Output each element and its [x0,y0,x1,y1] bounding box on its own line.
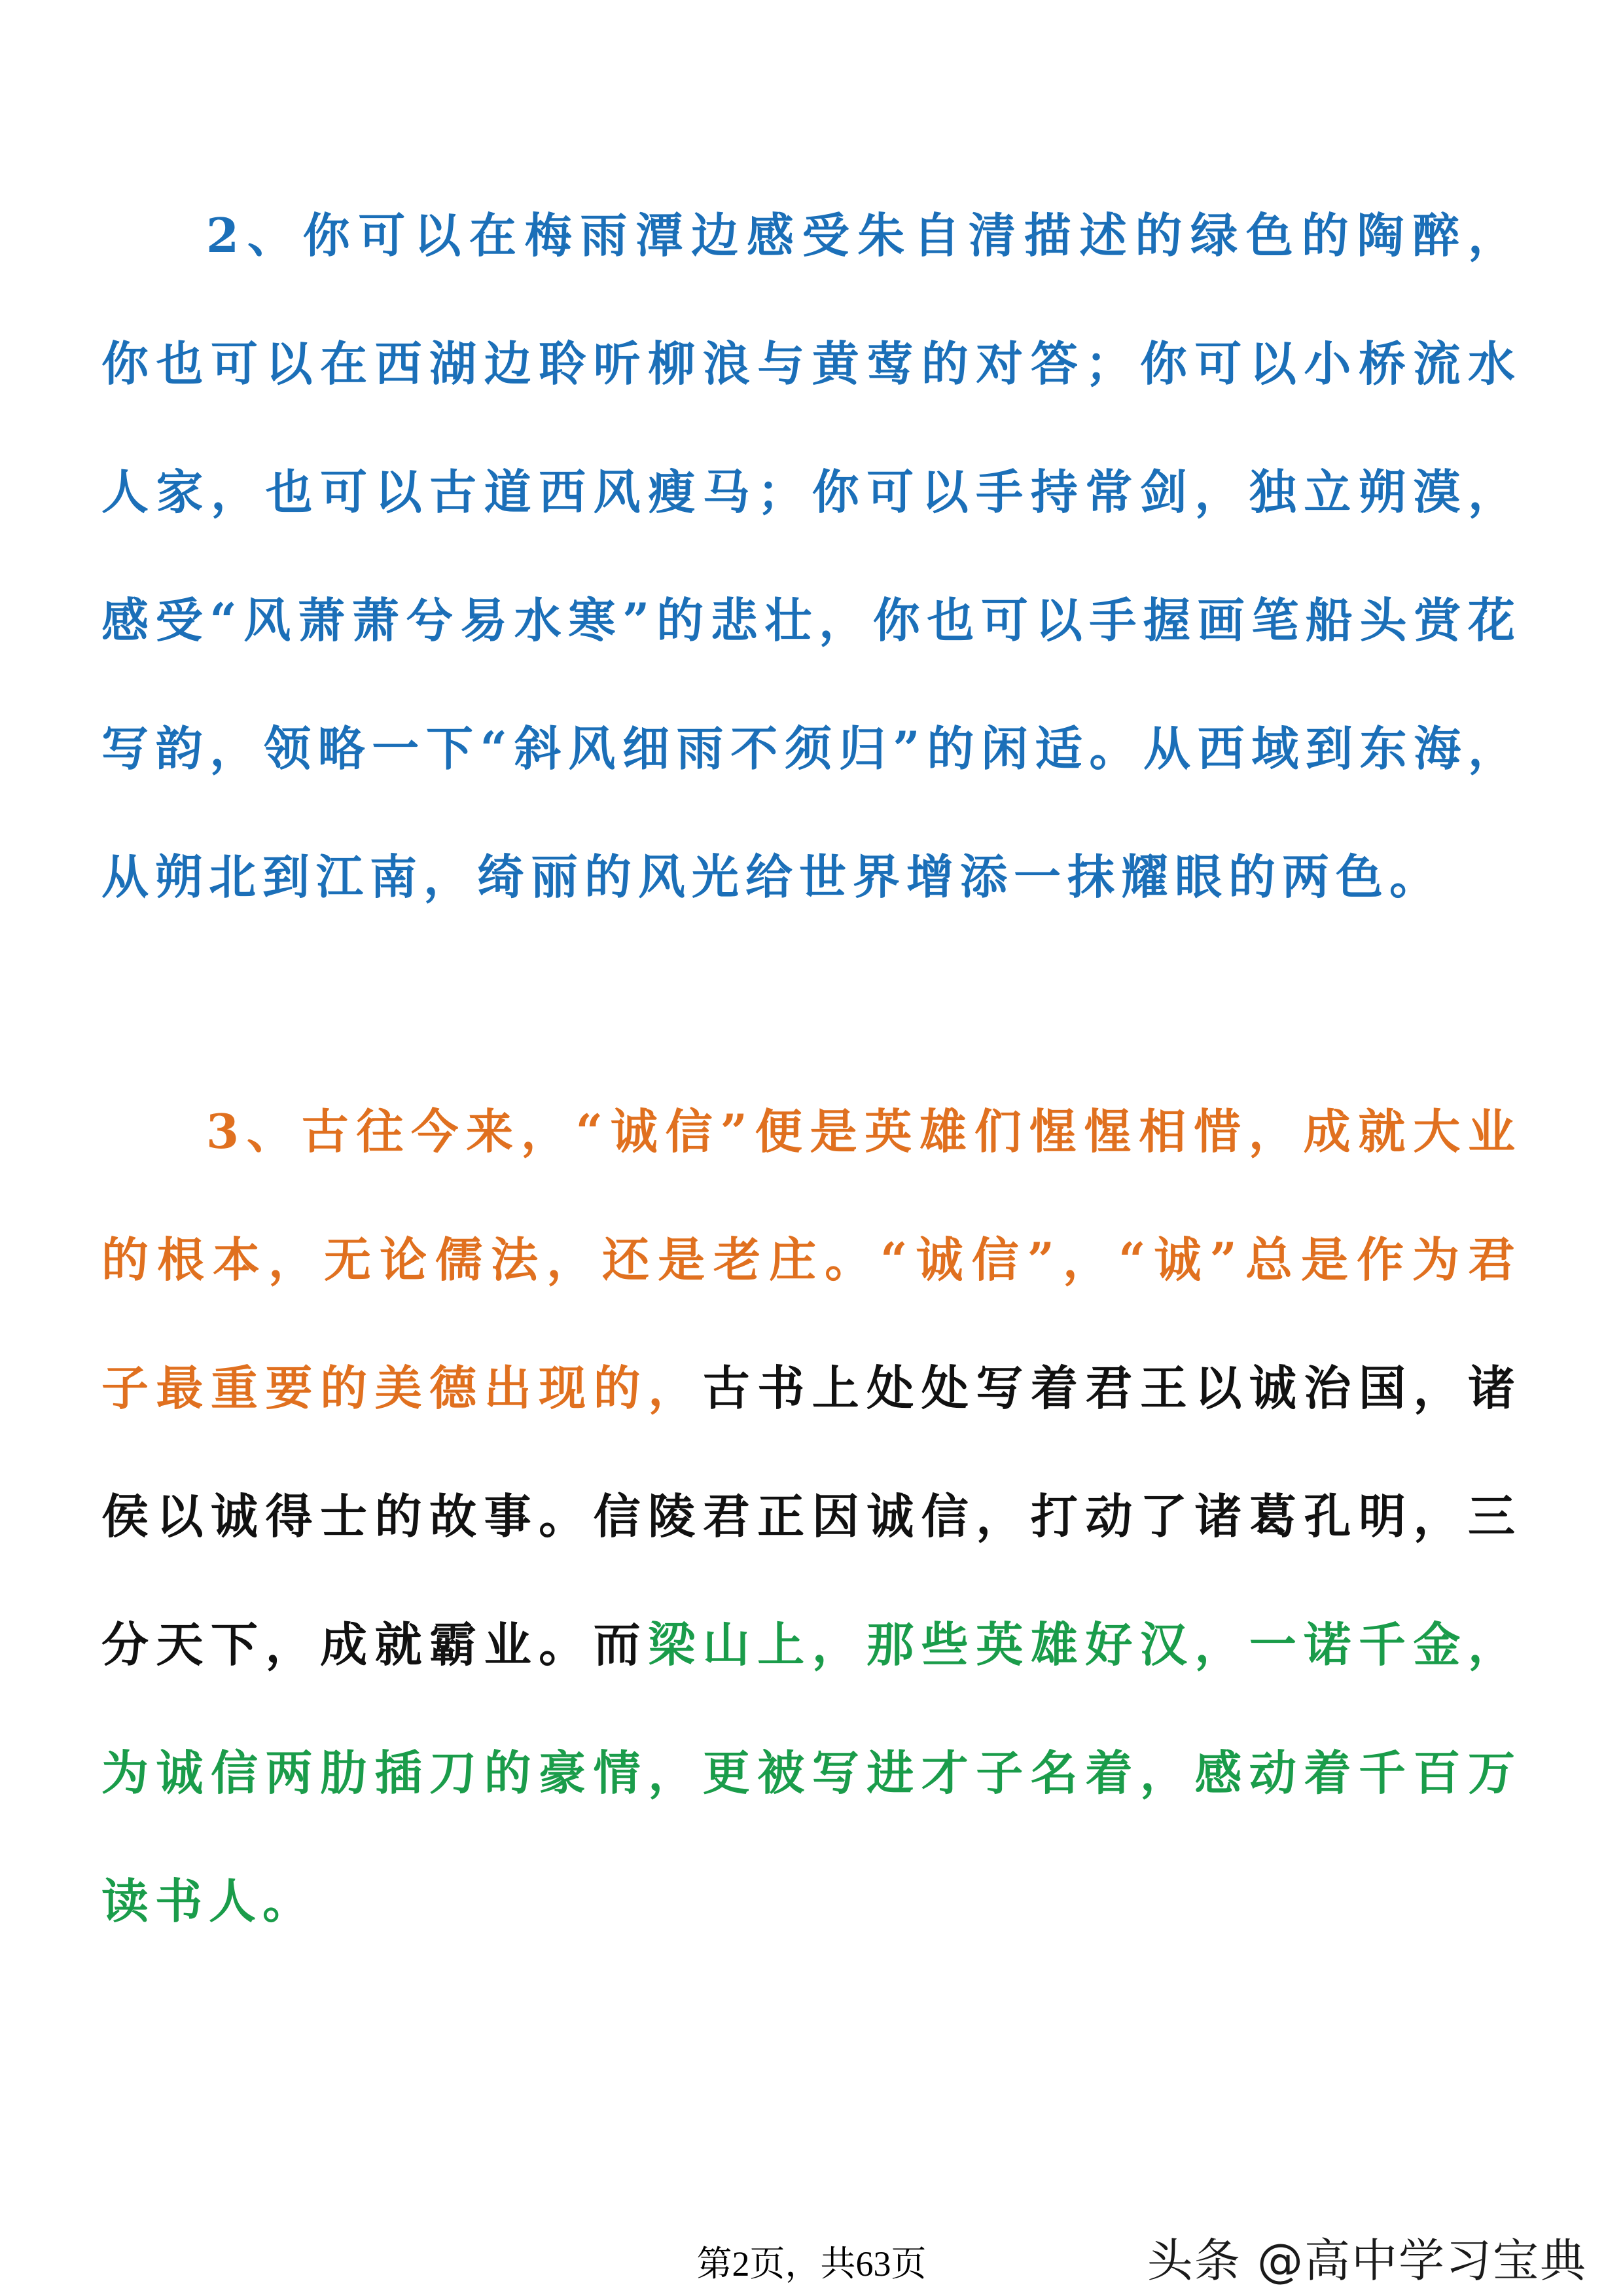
paragraph-2-text: 2、你可以在梅雨潭边感受朱自清描述的绿色的陶醉，你也可以在西湖边聆听柳浪与黄莺的对答；你可以小桥流水人家，也可以古道西风瘦马；你可以手持常剑，独立朔漠，感受“风萧萧兮易水寒”的悲壮，你也可以手握画笔船头赏花写韵，领略一下“斜风细雨不须归”的闲适。从西域到东海，从朔北到江南，绮丽的风光给世界增添一抹耀眼的两色。 [101,207,1522,905]
paragraph-3-green-text: 梁山上，那些英雄好汉，一诺千金，为诚信两肋插刀的豪情，更被写进才子名着，感动着千百万读书人。 [101,1617,1522,1929]
paragraph-3-black-text: 古书上处处写着君王以诚治国，诸侯以诚得士的故事。信陵君正因诚信，打动了诸葛孔明，三分天下，成就霸业。而 [101,1360,1522,1672]
source-watermark: 头条 @高中学习宝典 [1147,2234,1587,2287]
page-number-footer: 第2页，共63页 [696,2244,927,2284]
paragraph-2 [101,171,1522,941]
paragraph-3 [101,1067,1522,1965]
paragraph-3-orange-text: 3、古往今来，“诚信”便是英雄们惺惺相惜，成就大业的根本，无论儒法，还是老庄。“诚信”，“诚”总是作为君子最重要的美德出现的， [101,1103,1522,1416]
